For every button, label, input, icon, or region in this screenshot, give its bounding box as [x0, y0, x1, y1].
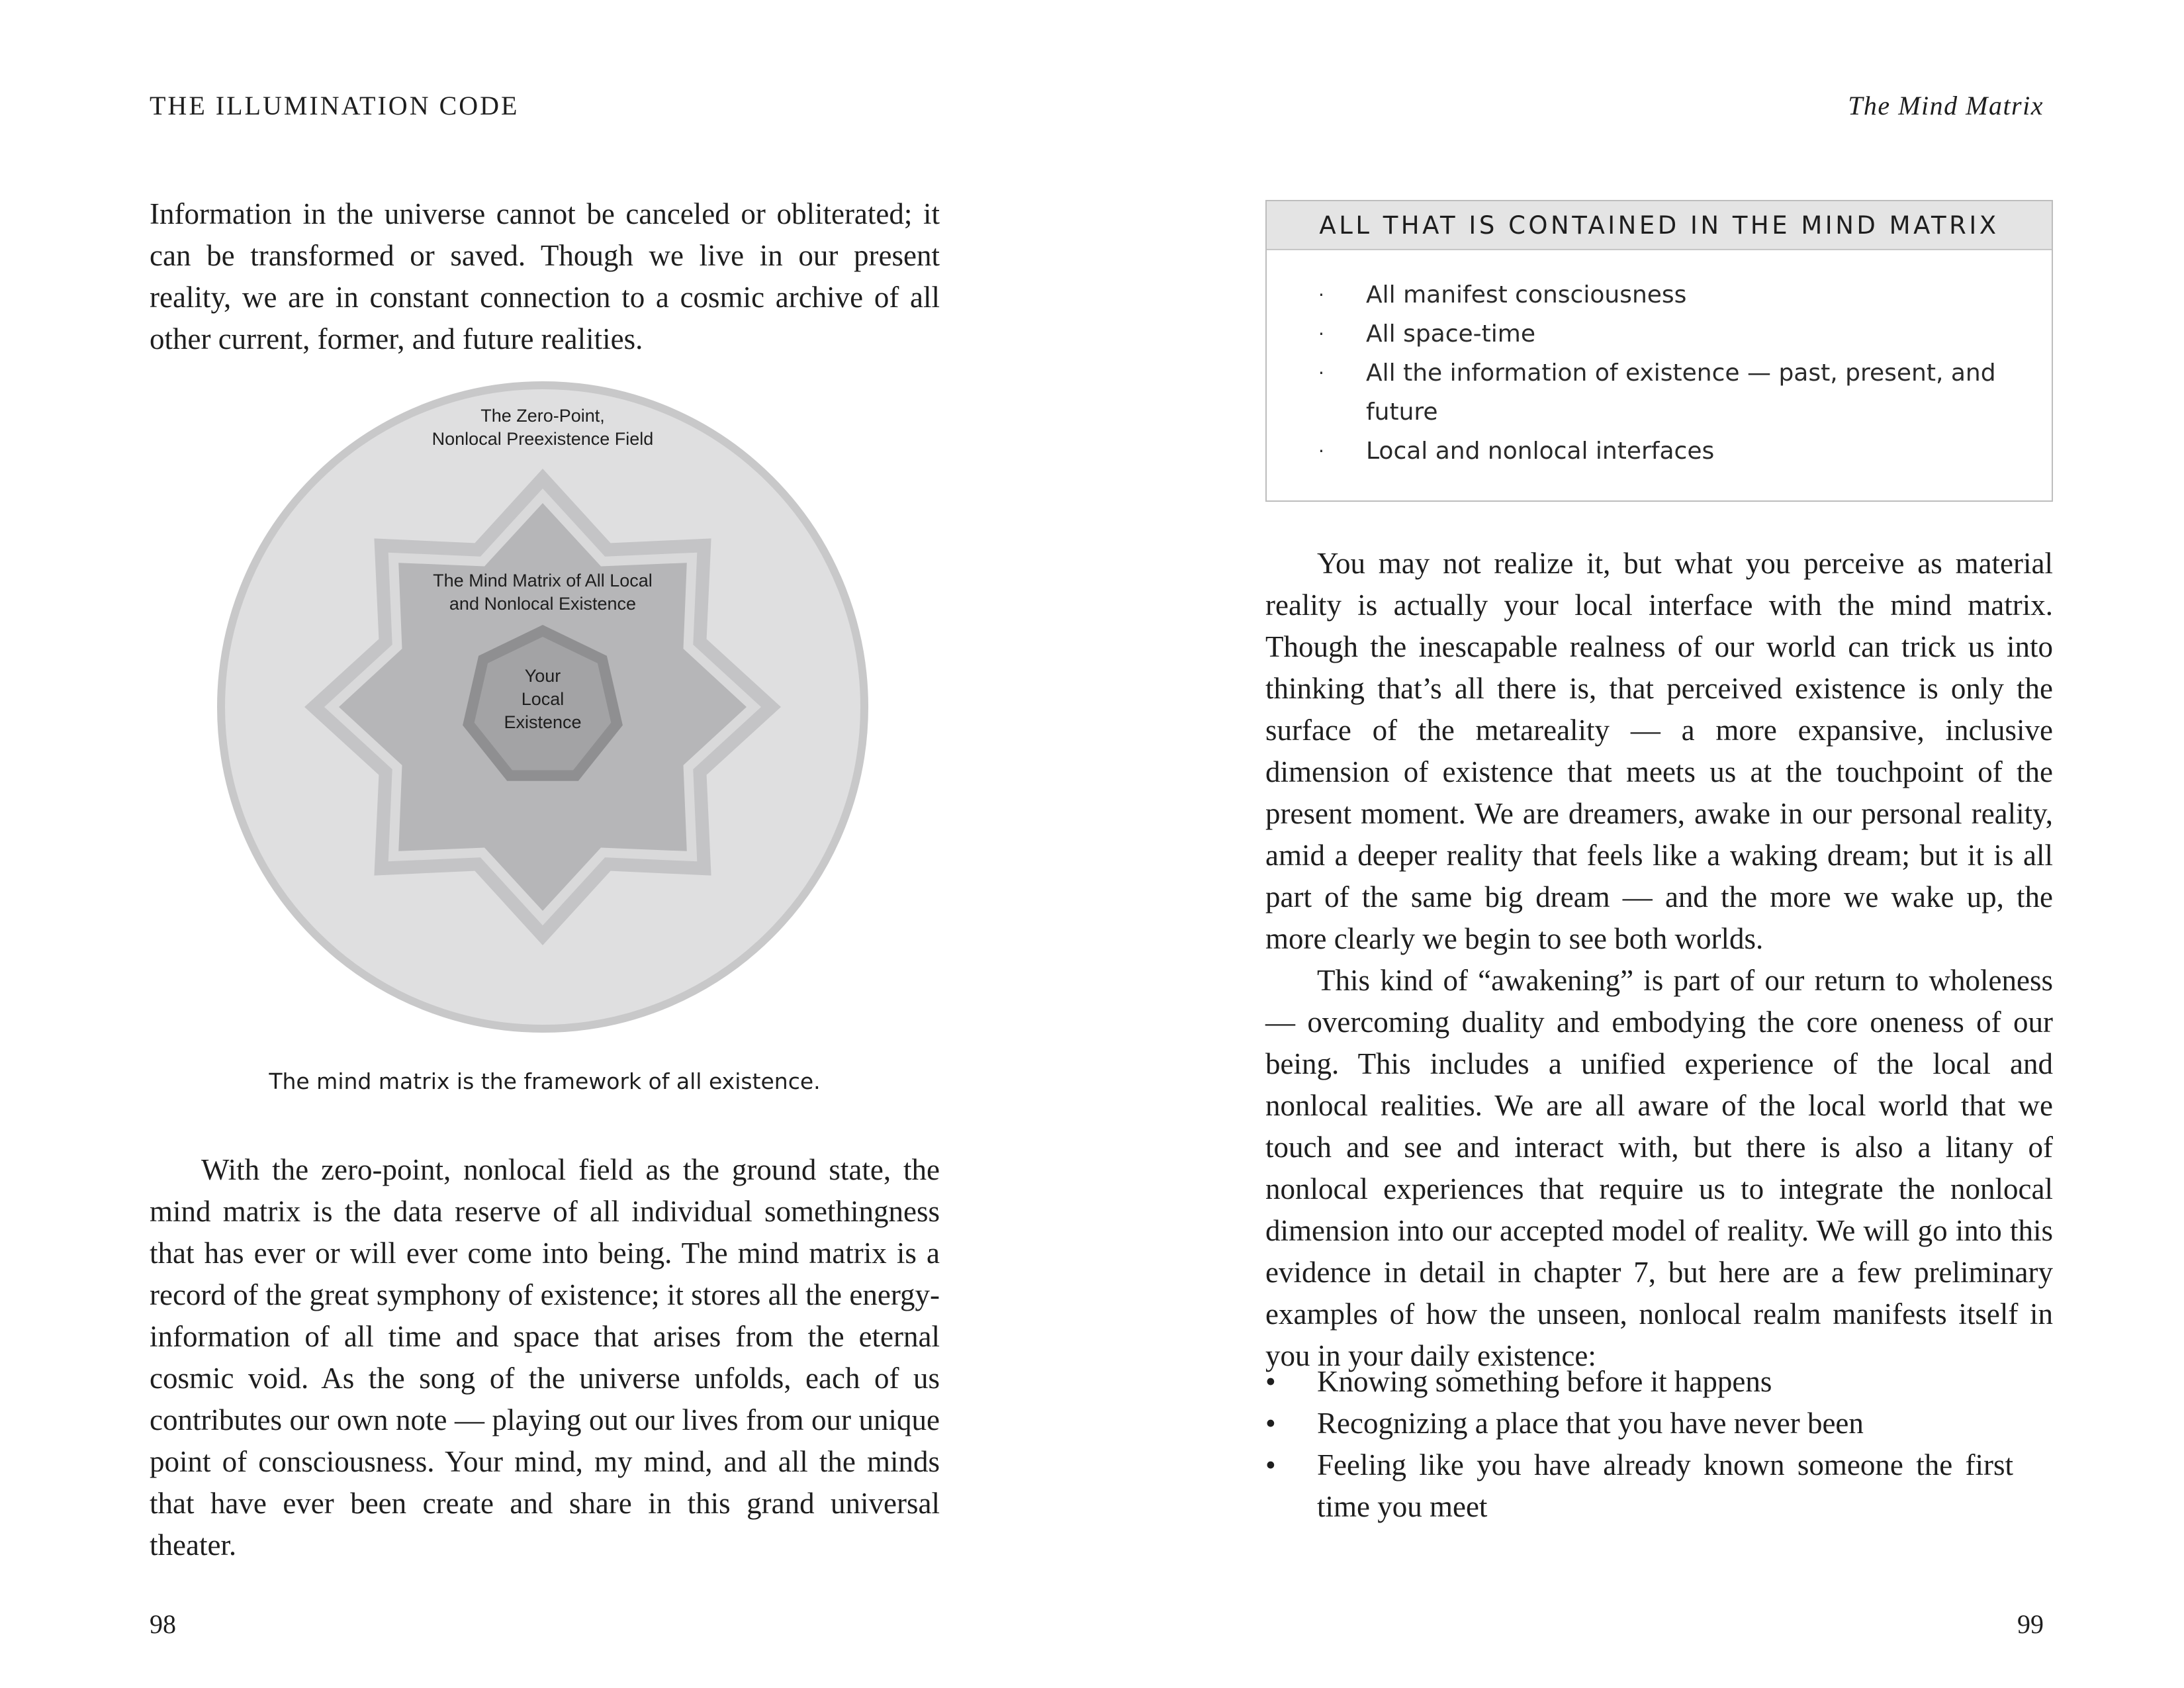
sidebar-title: ALL THAT IS CONTAINED IN THE MIND MATRIX: [1267, 201, 2052, 250]
diagram-label-inner-line2: Local: [521, 689, 565, 709]
bullet-dot: •: [1265, 1365, 1276, 1398]
body-paragraph: Information in the universe cannot be canceled or obliterated; it can be transformed or saved. Though we live in our present reality, we are in constant connection to a cosmic archive of all other current, former, and future realities.: [150, 197, 940, 355]
bullet-list-item: • Feeling like you have already known someone the first time you meet: [1265, 1444, 2053, 1528]
bullet-dot: •: [1265, 1448, 1276, 1481]
running-head-chapter-title: The Mind Matrix: [1848, 91, 2044, 120]
bullet-dot: ·: [1318, 323, 1324, 345]
sidebar-list-item: · All the information of existence — past, present, and future: [1318, 353, 2012, 432]
right-page: [1092, 0, 2184, 1688]
sidebar-list: [1267, 250, 2052, 471]
page-number: 99: [2017, 1609, 2044, 1639]
sidebar-list-item: · All space-time: [1318, 314, 2012, 353]
sidebar-list-item: · All manifest consciousness: [1318, 275, 2012, 314]
diagram-label-outer-line2: Nonlocal Preexistence Field: [432, 429, 654, 449]
diagram-label-middle-line2: and Nonlocal Existence: [449, 594, 637, 614]
mind-matrix-diagram: [217, 381, 868, 1033]
sidebar-list-item: · Local and nonlocal interfaces: [1318, 432, 2012, 471]
diagram-label-middle-line1: The Mind Matrix of All Local: [433, 571, 653, 590]
bullet-list-item: • Recognizing a place that you have never been: [1265, 1403, 2053, 1444]
bullet-dot: ·: [1318, 284, 1324, 306]
diagram-label-inner-line1: Your: [524, 666, 561, 686]
bullet-dot: ·: [1318, 440, 1324, 462]
body-paragraph: This kind of “awakening” is part of our return to wholeness — overcoming duality and embodying the core oneness of our being. This includes a unified experience of the local and nonlocal realities. We are all aware of the local world that we touch and see and interact with, but there is also a litany of nonlocal experiences that require us to integrate the nonlocal dimension into our accepted model of reality. We will go into this evidence in detail in chapter 7, but here are a few preliminary examples of how the unseen, nonlocal realm manifests itself in you in your daily existence:: [1265, 964, 2053, 1372]
diagram-label-inner-line3: Existence: [504, 712, 582, 732]
bullet-list: [1265, 1361, 2053, 1528]
diagram-label-outer-line1: The Zero-Point,: [480, 406, 605, 426]
page-number: 98: [150, 1609, 176, 1639]
bullet-dot: •: [1265, 1407, 1276, 1440]
body-paragraph: You may not realize it, but what you perceive as material reality is actually your local interface with the mind matrix. Though the inescapable realness of our world can trick us into thinking that’s all there is, that perceived existence is only the surface of the metareality — a more expansive, inclusive dimension of existence that meets us at the touchpoint of the present moment. We are dreamers, awake in our personal reality, amid a deeper reality that feels like a waking dream; but it is all part of the same big dream — and the more we wake up, the more clearly we begin to see both worlds.: [1265, 547, 2053, 955]
figure-caption: The mind matrix is the framework of all existence.: [269, 1068, 821, 1094]
running-head-book-title: THE ILLUMINATION CODE: [150, 91, 520, 120]
body-paragraph: With the zero-point, nonlocal field as the ground state, the mind matrix is the data reserve of all individual somethingness that has ever or will ever come into being. The mind matrix is a record of the great symphony of existence; it stores all the energy-information of all time and space that arises from the eternal cosmic void. As the song of the universe unfolds, each of us contributes our own note — playing out our lives from our unique point of consciousness. Your mind, my mind, and all the minds that have ever been create and share in this grand universal theater.: [150, 1153, 940, 1562]
bullet-list-item: • Knowing something before it happens: [1265, 1361, 2053, 1403]
sidebar-box: [1265, 200, 2053, 502]
bullet-dot: ·: [1318, 362, 1324, 384]
